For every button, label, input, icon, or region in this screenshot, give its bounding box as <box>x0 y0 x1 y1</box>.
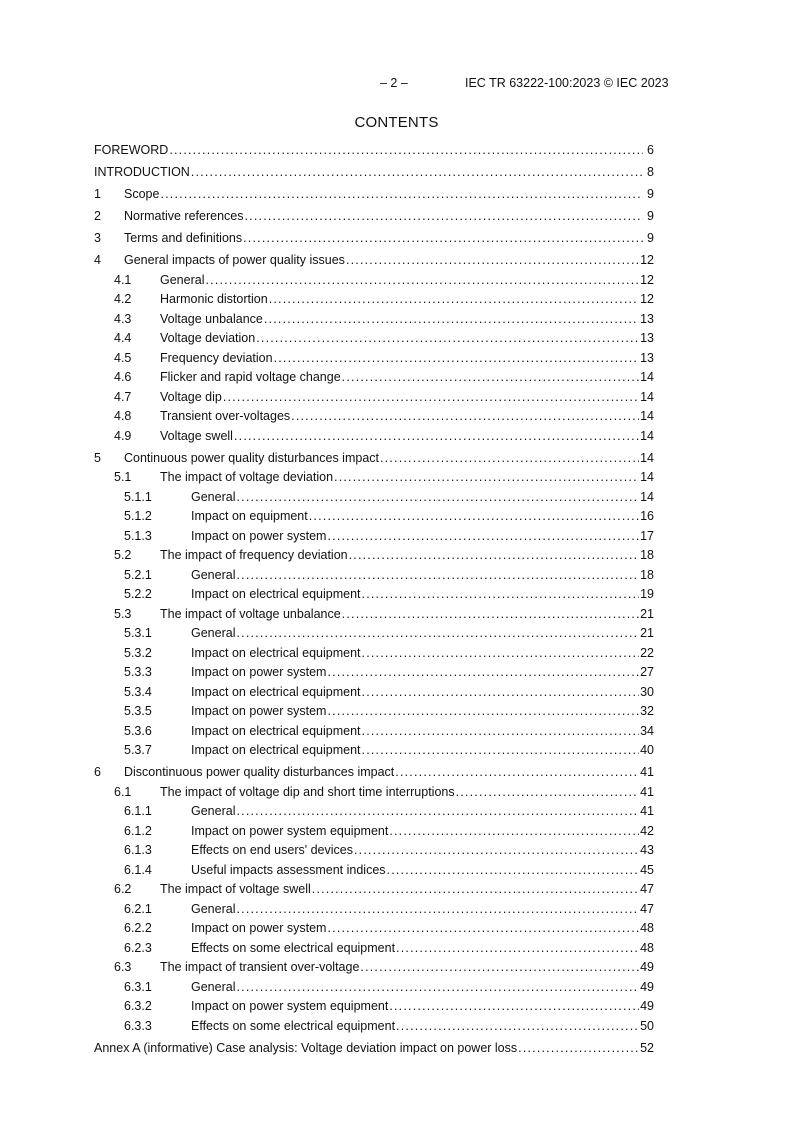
toc-entry-title: Useful impacts assessment indices <box>191 862 386 877</box>
dot-leader <box>362 743 640 758</box>
toc-entry-title: Impact on electrical equipment <box>191 684 361 699</box>
toc-entry-number: 6.1.3 <box>124 843 152 857</box>
toc-entry-number: 4.1 <box>114 272 132 287</box>
toc-entry[interactable] <box>94 470 654 485</box>
toc-entry[interactable] <box>94 607 654 622</box>
dot-leader <box>236 490 639 505</box>
toc-entry[interactable] <box>94 863 654 878</box>
toc-entry[interactable] <box>94 548 654 563</box>
toc-entry-title: Transient over-voltages <box>160 409 291 423</box>
toc-entry[interactable] <box>94 785 654 800</box>
dot-leader <box>362 685 640 700</box>
toc-entry[interactable] <box>94 843 654 858</box>
toc-entry[interactable] <box>94 765 654 780</box>
toc-entry-title: Frequency deviation <box>160 350 273 365</box>
toc-entry[interactable] <box>94 960 654 975</box>
toc-entry[interactable] <box>94 490 654 505</box>
toc-entry-title: Voltage deviation <box>160 331 256 345</box>
toc-entry-number: 4.7 <box>114 389 132 404</box>
toc-entry-title: Impact on power system <box>191 704 327 718</box>
dot-leader <box>334 470 639 485</box>
toc-entry-number: 5.1.3 <box>124 528 152 543</box>
toc-entry-number: 6.2.3 <box>124 940 152 955</box>
toc-entry-page: 14 <box>640 409 654 423</box>
toc-entry-title: Voltage dip <box>160 389 222 404</box>
toc-entry-number: 6.1 <box>114 784 132 799</box>
toc-entry-title: Effects on some electrical equipment <box>191 1018 396 1033</box>
toc-entry[interactable] <box>94 941 654 956</box>
toc-entry[interactable] <box>94 292 654 307</box>
toc-entry-page: 49 <box>640 979 654 994</box>
toc-entry-number: 3 <box>94 231 101 245</box>
toc-entry-page: 13 <box>640 331 654 345</box>
page-header <box>0 76 793 92</box>
toc-entry-number: 6.2.2 <box>124 921 152 935</box>
toc-entry-number: 6.3.1 <box>124 979 152 994</box>
toc-entry[interactable] <box>94 187 654 202</box>
toc-entry[interactable] <box>94 312 654 327</box>
dot-leader <box>312 882 639 897</box>
toc-entry-page: 13 <box>640 311 654 326</box>
toc-entry[interactable] <box>94 165 654 180</box>
dot-leader <box>354 843 639 858</box>
toc-entry-number: 5.3.3 <box>124 665 152 679</box>
toc-entry-title: General <box>191 626 236 640</box>
dot-leader <box>169 143 643 158</box>
toc-entry-title: The impact of frequency deviation <box>160 548 348 562</box>
dot-leader <box>256 331 639 346</box>
toc-entry[interactable] <box>94 921 654 936</box>
toc-entry-title: The impact of voltage swell <box>160 882 311 896</box>
toc-entry-page: 41 <box>640 804 654 818</box>
toc-entry-title: Impact on equipment <box>191 509 308 523</box>
dot-leader <box>234 429 639 444</box>
dot-leader <box>191 165 643 180</box>
toc-entry-page: 19 <box>640 587 654 601</box>
toc-entry-title: Discontinuous power quality disturbances impact <box>124 765 395 779</box>
toc-entry-page: 52 <box>640 1040 654 1055</box>
toc-entry-title: Impact on electrical equipment <box>191 645 361 660</box>
toc-entry-title: Annex A (informative) Case analysis: Voltage deviation impact on power loss <box>94 1040 518 1055</box>
toc-entry-number: 5.3.4 <box>124 684 152 699</box>
toc-entry[interactable] <box>94 882 654 897</box>
toc-entry-number: 6.3.3 <box>124 1018 152 1033</box>
toc-entry-number: 5.1 <box>114 470 132 484</box>
toc-entry-number: 5.3.1 <box>124 626 152 640</box>
toc-entry-number: 1 <box>94 187 101 201</box>
toc-entry-page: 17 <box>640 528 654 543</box>
toc-entry-title: Normative references <box>124 209 244 223</box>
toc-entry-title: Impact on electrical equipment <box>191 723 361 738</box>
dot-leader <box>274 351 640 366</box>
toc-entry-number: 4.9 <box>114 428 132 443</box>
toc-entry-page: 16 <box>640 509 654 523</box>
toc-entry-title: Impact on power system <box>191 528 327 543</box>
dot-leader <box>236 902 639 917</box>
toc-entry-number: 6.1.4 <box>124 862 152 877</box>
toc-entry-title: Terms and definitions <box>124 231 243 245</box>
toc-entry-number: 6.3 <box>114 960 132 974</box>
toc-entry-title: Continuous power quality disturbances impact <box>124 450 379 465</box>
toc-entry-page: 34 <box>640 723 654 738</box>
toc-entry[interactable] <box>94 231 654 246</box>
toc-entry-title: The impact of voltage dip and short time interruptions <box>160 784 455 799</box>
toc-entry-page: 14 <box>640 489 654 504</box>
toc-entry-page: 49 <box>640 960 654 974</box>
document-reference: IEC TR 63222-100:2023 © IEC 2023 <box>465 76 669 90</box>
toc-entry[interactable] <box>94 1019 654 1034</box>
toc-entry-number: 4.3 <box>114 311 132 326</box>
toc-entry-page: 41 <box>640 765 654 779</box>
dot-leader <box>387 863 640 878</box>
toc-entry-page: 8 <box>647 165 654 179</box>
toc-entry-page: 47 <box>640 901 654 916</box>
dot-leader <box>327 529 639 544</box>
page-title: CONTENTS <box>354 114 439 131</box>
toc-entry-title: General <box>191 489 236 504</box>
toc-entry-page: 40 <box>640 743 654 757</box>
dot-leader <box>346 253 639 268</box>
toc-entry-number: 5.1.2 <box>124 509 152 523</box>
toc-entry-title: Impact on electrical equipment <box>191 587 361 601</box>
dot-leader <box>389 824 639 839</box>
toc-entry[interactable] <box>94 209 654 224</box>
toc-entry-page: 12 <box>640 272 654 287</box>
dot-leader <box>362 646 640 661</box>
toc-entry-title: Effects on some electrical equipment <box>191 940 396 955</box>
toc-entry-page: 18 <box>640 567 654 582</box>
toc-entry-number: 5.3 <box>114 606 132 621</box>
toc-entry-number: 4.5 <box>114 350 132 365</box>
toc-entry-page: 12 <box>640 253 654 267</box>
toc-entry[interactable] <box>94 743 654 758</box>
toc-entry-page: 9 <box>647 231 654 245</box>
toc-entry-number: 4.4 <box>114 331 132 345</box>
toc-entry-page: 22 <box>640 645 654 660</box>
toc-entry-title: Scope <box>124 187 160 201</box>
toc-entry-page: 50 <box>640 1018 654 1033</box>
toc-entry[interactable] <box>94 568 654 583</box>
toc-entry-page: 13 <box>640 350 654 365</box>
toc-entry[interactable] <box>94 143 654 158</box>
dot-leader <box>362 724 640 739</box>
toc-entry-title: Impact on power system <box>191 665 327 679</box>
dot-leader <box>245 209 644 224</box>
toc-entry[interactable] <box>94 685 654 700</box>
dot-leader <box>327 921 639 936</box>
toc-entry[interactable] <box>94 1041 654 1056</box>
toc-entry-number: 5.3.5 <box>124 704 152 718</box>
dot-leader <box>396 941 639 956</box>
toc-entry-number: 5.3.6 <box>124 723 152 738</box>
toc-entry-title: General <box>191 901 236 916</box>
toc-entry[interactable] <box>94 704 654 719</box>
dot-leader <box>456 785 639 800</box>
toc-entry[interactable] <box>94 587 654 602</box>
toc-entry-page: 14 <box>640 370 654 384</box>
toc-entry-title: Effects on end users' devices <box>191 843 353 857</box>
toc-entry-title: General <box>160 272 205 287</box>
table-of-contents <box>94 143 654 1056</box>
toc-entry-page: 9 <box>647 209 654 223</box>
toc-entry-title: General impacts of power quality issues <box>124 253 345 267</box>
toc-entry-title: The impact of voltage deviation <box>160 470 334 484</box>
toc-entry-title: INTRODUCTION <box>94 165 190 179</box>
page-number: – 2 – <box>380 76 408 90</box>
toc-entry[interactable] <box>94 626 654 641</box>
toc-entry-number: 5.3.2 <box>124 645 152 660</box>
dot-leader <box>327 665 639 680</box>
toc-entry-title: Harmonic distortion <box>160 292 268 306</box>
toc-entry[interactable] <box>94 370 654 385</box>
toc-entry-page: 43 <box>640 843 654 857</box>
toc-entry-page: 21 <box>640 626 654 640</box>
dot-leader <box>342 607 639 622</box>
dot-leader <box>349 548 639 563</box>
toc-entry[interactable] <box>94 409 654 424</box>
toc-entry-number: 4.2 <box>114 292 132 306</box>
toc-entry-title: Voltage unbalance <box>160 311 263 326</box>
toc-entry-page: 32 <box>640 704 654 718</box>
toc-entry-number: 4 <box>94 253 101 267</box>
dot-leader <box>236 980 639 995</box>
dot-leader <box>342 370 639 385</box>
toc-entry[interactable] <box>94 253 654 268</box>
toc-entry-page: 48 <box>640 921 654 935</box>
toc-entry-number: 6 <box>94 765 101 779</box>
dot-leader <box>243 231 643 246</box>
dot-leader <box>360 960 639 975</box>
toc-entry-title: The impact of voltage unbalance <box>160 606 341 621</box>
dot-leader <box>518 1041 639 1056</box>
toc-entry-number: 4.8 <box>114 409 132 423</box>
toc-entry-number: 6.3.2 <box>124 999 152 1013</box>
toc-entry-page: 48 <box>640 940 654 955</box>
toc-entry-number: 5.2.1 <box>124 567 152 582</box>
dot-leader <box>264 312 639 327</box>
toc-entry-number: 6.2.1 <box>124 901 152 916</box>
toc-entry-number: 5.2 <box>114 548 132 562</box>
dot-leader <box>396 1019 639 1034</box>
toc-entry-number: 6.2 <box>114 882 132 896</box>
toc-entry-page: 14 <box>640 428 654 443</box>
dot-leader <box>389 999 639 1014</box>
toc-entry[interactable] <box>94 451 654 466</box>
dot-leader <box>236 568 639 583</box>
toc-entry[interactable] <box>94 509 654 524</box>
dot-leader <box>327 704 639 719</box>
toc-entry-number: 5.3.7 <box>124 743 152 757</box>
toc-entry-title: FOREWORD <box>94 143 169 157</box>
toc-entry[interactable] <box>94 804 654 819</box>
dot-leader <box>236 626 639 641</box>
toc-entry-title: The impact of transient over-voltage <box>160 960 360 974</box>
toc-entry-title: General <box>191 804 236 818</box>
toc-entry-number: 4.6 <box>114 370 132 384</box>
toc-entry-number: 5 <box>94 450 101 465</box>
dot-leader <box>395 765 639 780</box>
toc-entry-page: 9 <box>647 187 654 201</box>
dot-leader <box>236 804 639 819</box>
toc-entry[interactable] <box>94 331 654 346</box>
toc-entry-page: 14 <box>640 470 654 484</box>
toc-entry[interactable] <box>94 529 654 544</box>
toc-entry[interactable] <box>94 824 654 839</box>
toc-entry-page: 41 <box>640 784 654 799</box>
toc-entry-page: 18 <box>640 548 654 562</box>
dot-leader <box>269 292 639 307</box>
dot-leader <box>362 587 640 602</box>
toc-entry-number: 6.1.2 <box>124 823 152 838</box>
toc-entry[interactable] <box>94 646 654 661</box>
toc-entry[interactable] <box>94 665 654 680</box>
dot-leader <box>380 451 639 466</box>
dot-leader <box>309 509 639 524</box>
toc-entry-page: 30 <box>640 684 654 699</box>
toc-entry-page: 27 <box>640 665 654 679</box>
toc-entry[interactable] <box>94 902 654 917</box>
toc-entry-page: 49 <box>640 999 654 1013</box>
toc-entry-page: 12 <box>640 292 654 306</box>
dot-leader <box>223 390 639 405</box>
toc-entry-title: Flicker and rapid voltage change <box>160 370 341 384</box>
toc-entry-title: General <box>191 979 236 994</box>
toc-entry-page: 14 <box>640 389 654 404</box>
toc-entry-title: General <box>191 567 236 582</box>
toc-entry-page: 21 <box>640 606 654 621</box>
toc-entry[interactable] <box>94 999 654 1014</box>
toc-entry-number: 5.2.2 <box>124 587 152 601</box>
toc-entry[interactable] <box>94 980 654 995</box>
toc-entry-number: 2 <box>94 209 101 223</box>
toc-entry-page: 47 <box>640 882 654 896</box>
toc-entry-page: 42 <box>640 823 654 838</box>
toc-entry-number: 6.1.1 <box>124 804 152 818</box>
toc-entry-title: Impact on power system <box>191 921 327 935</box>
toc-entry[interactable] <box>94 273 654 288</box>
toc-entry-page: 45 <box>640 862 654 877</box>
toc-entry-page: 14 <box>640 450 654 465</box>
dot-leader <box>291 409 639 424</box>
toc-entry-title: Impact on electrical equipment <box>191 743 361 757</box>
toc-entry[interactable] <box>94 429 654 444</box>
toc-entry[interactable] <box>94 390 654 405</box>
dot-leader <box>160 187 643 202</box>
toc-entry-title: Impact on power system equipment <box>191 823 389 838</box>
toc-entry[interactable] <box>94 724 654 739</box>
toc-entry-page: 6 <box>647 143 654 157</box>
toc-entry[interactable] <box>94 351 654 366</box>
toc-entry-title: Impact on power system equipment <box>191 999 389 1013</box>
dot-leader <box>205 273 639 288</box>
toc-entry-number: 5.1.1 <box>124 489 152 504</box>
toc-entry-title: Voltage swell <box>160 428 233 443</box>
